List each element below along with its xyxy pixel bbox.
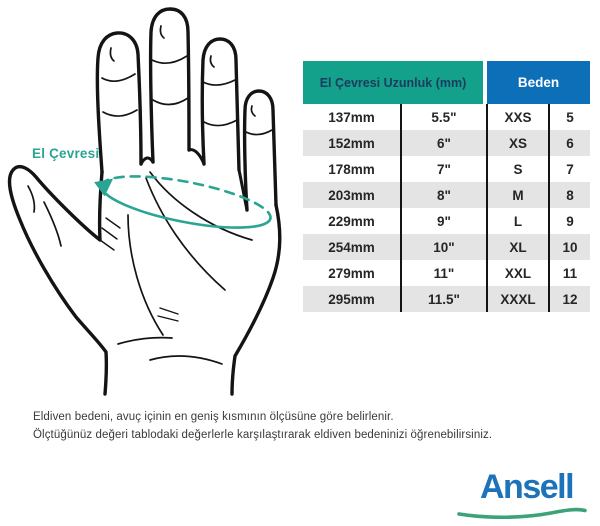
table-row xyxy=(303,208,590,234)
cell-inch: 5.5" xyxy=(402,104,488,130)
cell-inch: 6" xyxy=(402,130,488,156)
size-table-header xyxy=(303,61,590,104)
cell-mm: 137mm xyxy=(303,104,402,130)
cell-mm: 178mm xyxy=(303,156,402,182)
cell-size-number: 10 xyxy=(562,239,578,255)
table-row xyxy=(303,130,590,156)
cell-size-label: XL xyxy=(488,234,550,260)
cell-size-label: XS xyxy=(488,130,550,156)
table-row xyxy=(303,286,590,312)
cell-size-label: M xyxy=(488,182,550,208)
footer-note xyxy=(33,408,492,444)
cell-mm: 203mm xyxy=(303,182,402,208)
brand-logo xyxy=(456,470,588,519)
cell-size-number: 11 xyxy=(562,265,578,281)
cell-size-number: 5 xyxy=(566,109,574,125)
size-table-body xyxy=(303,104,590,312)
brand-wordmark: Ansell xyxy=(480,468,574,506)
cell-mm: 152mm xyxy=(303,130,402,156)
cell-inch: 8" xyxy=(402,182,488,208)
cell-size-label: XXL xyxy=(488,260,550,286)
cell-size-label: XXS xyxy=(488,104,550,130)
cell-inch: 10" xyxy=(402,234,488,260)
table-row xyxy=(303,234,590,260)
footer-line-1: Eldiven bedeni, avuç içinin en geniş kısmının ölçüsüne göre belirlenir. xyxy=(33,411,394,423)
cell-mm: 229mm xyxy=(303,208,402,234)
cell-inch: 9" xyxy=(402,208,488,234)
size-table xyxy=(303,61,590,312)
header-measure: El Çevresi Uzunluk (mm) xyxy=(303,61,483,104)
hand-outline xyxy=(9,9,279,394)
cell-size-label: L xyxy=(488,208,550,234)
cell-size-number: 6 xyxy=(566,135,574,151)
cell-size-number: 12 xyxy=(562,291,578,307)
cell-mm: 295mm xyxy=(303,286,402,312)
cell-inch: 11" xyxy=(402,260,488,286)
cell-inch: 11.5" xyxy=(402,286,488,312)
cell-mm: 254mm xyxy=(303,234,402,260)
cell-mm: 279mm xyxy=(303,260,402,286)
table-row xyxy=(303,156,590,182)
table-row xyxy=(303,182,590,208)
cell-size-number: 8 xyxy=(566,187,574,203)
footer-line-2: Ölçtüğünüz değeri tablodaki değerlerle karşılaştırarak eldiven bedeninizi öğrenebilirsiniz. xyxy=(33,429,493,441)
cell-size-number: 9 xyxy=(566,213,574,229)
brand-swoosh-icon xyxy=(456,505,588,519)
cell-size-label: S xyxy=(488,156,550,182)
cell-inch: 7" xyxy=(402,156,488,182)
cell-size-label: XXXL xyxy=(488,286,550,312)
cell-size-number: 7 xyxy=(566,161,574,177)
header-size: Beden xyxy=(487,61,590,104)
table-row xyxy=(303,260,590,286)
table-row xyxy=(303,104,590,130)
circumference-label: El Çevresi xyxy=(32,146,100,161)
hand-illustration xyxy=(0,0,310,400)
